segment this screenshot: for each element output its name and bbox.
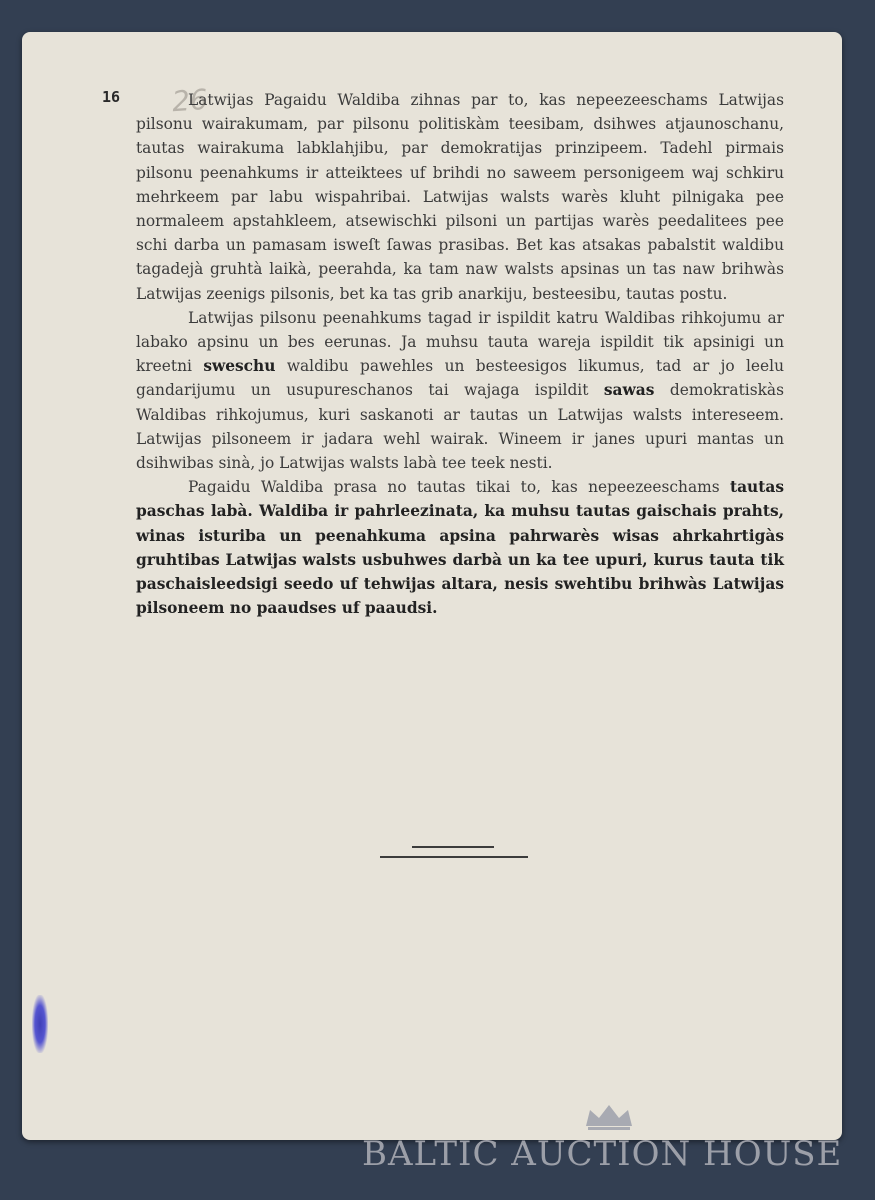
paragraph-2-part-3: demokratiskàs Waldibas rihkojumus, kuri saskanoti ar tautas un Latwijas walsts intereseem. Latwijas pilsoneem ir jadara wehl wairak. Wineem ir janes upuri mantas un dsihwibas sinà, jo Latwijas walsts labà tee teek nesti. <box>136 381 784 473</box>
paragraph-3 <box>136 475 784 620</box>
body-text <box>136 88 784 620</box>
paragraph-2-part-1: Latwijas pilsonu peenahkums tagad ir ispildit katru Waldibas rihkojumu ar labako apsinu un bes eerunas. Ja muhsu tauta wareja ispildit tik apsinigi un kreetni <box>136 308 784 376</box>
page-number: 16 <box>102 88 121 106</box>
paragraph-3-part-1: Pagaidu Waldiba prasa no tautas tikai to, kas nepeezeeschams <box>188 478 730 497</box>
paragraph-2-emphasis-1: sweschu <box>203 357 276 376</box>
paragraph-2 <box>136 306 784 475</box>
paragraph-3-emphasis: tautas paschas labà. Waldiba ir pahrleezinata, ka muhsu tautas gaischais prahts, winas isturiba un peenahkuma apsina pahrwarès wisas ahrkahrtigàs gruhtibas Latwijas walsts usbuhwes darbà un ka tee upuri, kurus tauta tik paschaisleedsigi seedo uf tehwijas altara, nesis swehtibu brihwàs Latwijas pilsoneem no paaudses uf paaudsi. <box>136 478 784 618</box>
crown-icon <box>582 1102 636 1132</box>
pencil-note: 26 <box>170 82 209 119</box>
paragraph-2-emphasis-2: sawas <box>603 381 655 400</box>
watermark-text: BALTIC AUCTION HOUSE <box>362 1134 843 1174</box>
paragraph-2-part-2: waldibu pawehles un besteesigos likumus, tad ar jo leelu gandarijumu un usupureschanos tai wajaga ispildit <box>136 357 784 400</box>
divider-long <box>380 856 528 858</box>
divider-short <box>412 846 494 848</box>
paragraph-1: Latwijas Pagaidu Waldiba zihnas par to, kas nepeezeeschams Latwijas pilsonu wairakumam, par pilsonu politiskàm teesibam, dsihwes atjaunoschanu, tautas wairakuma labklahjibu, par demokratijas prinzipeem. Tadehl pirmais pilsonu peenahkums ir atteiktees uf brihdi no saweem personigeem waj schkiru mehrkeem par labu wispahribai. Latwijas walsts warès kluht pilnigaka pee normaleem apstahkleem, atsewischki pilsoni un partijas warès peedalitees pee schi darba un pamasam isweſt ſawas prasibas. Bet kas atsakas pabalstit waldibu tagadejà gruhtà laikà, peerahda, ka tam naw walsts apsinas un tas naw brihwàs Latwijas zeenigs pilsonis, bet ka tas grib anarkiju, besteesibu, tautas postu. <box>136 91 784 303</box>
ink-stain <box>32 995 48 1053</box>
